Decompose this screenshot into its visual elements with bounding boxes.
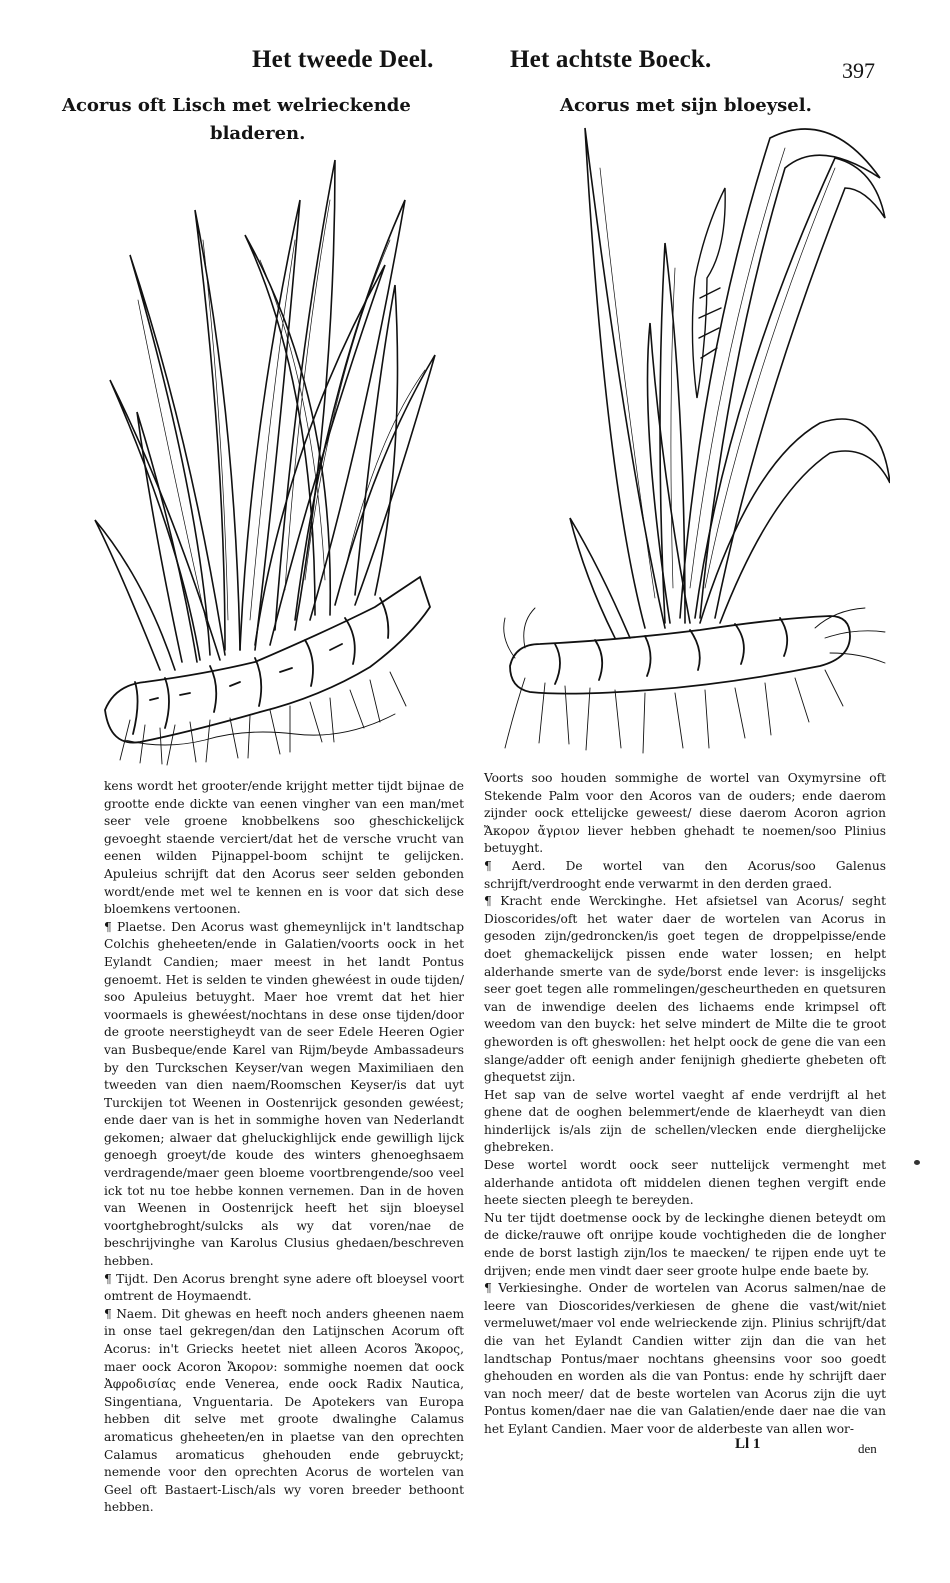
text-column-right [484,770,886,1439]
paragraph: ¶ Verkiesinghe. Onder de wortelen van Acorus salmen/nae de leere van Dioscorides/verkiesen de ghene die vast/wit/niet vermeluwet/maer vol ende welrieckende zijn. Plinius schrijft/dat die van het Eylandt Candien witter zijn dan die van het landtschap Pontus/maer nochtans gheensins voor soo goedt ghehouden en worden als die van Pontus: ende hy schrijft daer van noch meer/ dat de beste wortelen van Acorus zijn die uyt Pontus komen/daer nae die van Galatien/ende daer nae die van het Eylant Candien. Maer voor de alderbeste van allen wor- [484,1281,886,1436]
paragraph: kens wordt het grooter/ende krijght metter tijdt bijnae de grootte ende dickte van eenen vingher van een man/met seer vele groene knobbelkens soo gheschickelijck gevoeght staende verciert/dat het de versche vrucht van eenen wilden Pijnappel-boom schijnt te gelijcken. Apuleius schrijft dat den Acorus seer selden gebonden wordt/ende met wel te kennen en is voor dat sich dese bloemkens vertoonen. [104,779,464,917]
paragraph: Voorts soo houden sommighe de wortel van Oxymyrsine oft Stekende Palm voor den Acoros van de ouders; ende daerom zijnder oock ettelijcke geweest/ diese daerom Acoron agrion Ἄκορον ἄγριον liever hebben ghehadt te noemen/soo Plinius betuyght. [484,771,886,856]
leaves [95,160,435,670]
running-head-left: Het tweede Deel. [252,46,434,73]
running-head-right: Het achtste Boeck. [510,46,712,73]
page-number: 397 [842,58,875,83]
paragraph: ¶ Plaetse. Den Acorus wast ghemeynlijck in't landtschap Colchis gheheeten/ende in Galatien/voorts oock in het Eylandt Candien; maer meest in het landt Pontus genoemt. Het is selden te vinden ghewéest in oude tijden/ soo Apuleius betuyght. Maer hoe vremt dat het hier voormaels is ghewéest/nochtans in dese onse tijden/door de groote neerstigheydt van de seer Edele Heeren Ogier van Busbeque/ende Karel van Rijm/beyde Ambassadeurs by den Turckschen Keyser/van wegen Maximiliaen den tweeden van dien naem/Roomschen Keyser/is dat uyt Turckijen tot Weenen in Oostenrijck gesonden gewéest; ende daer van is het in sommighe hoven van Nederlandt gekomen; alwaer dat gheluckighlijck ende gewilligh lijck genoegh groeyt/de koude des winters ghenoeghsaem verdragende/maer geen bloeme voortbrengende/soo veel ick tot nu toe hebbe konnen vernemen. Dan in de hoven van Weenen in Oostenrijck heeft het sijn bloeysel voortghebroght/sulcks als wy dat voren/nae de beschrijvinghe van Karolus Clusius ghedaen/beschreven hebben. [104,919,464,1269]
paragraph: ¶ Tijdt. Den Acorus brenght syne adere oft bloeysel voort omtrent de Hoymaendt. [104,1271,464,1304]
leaves [570,128,890,638]
calamus-plant-flowering-woodcut-icon [495,118,890,758]
ink-speck [914,1160,920,1165]
root-hairs [504,608,885,753]
text-column-left [104,778,464,1517]
figure-caption-right-line1: Acorus met sijn bloeysel. [560,95,812,116]
rhizome [105,577,430,743]
figure-caption-right [560,92,860,120]
paragraph: ¶ Aerd. De wortel van den Acorus/soo Galenus schrijft/verdrooght ende verwarmt in den derden graed. [484,858,886,891]
calamus-plant-woodcut-icon [90,150,460,770]
figure-caption-left-line2: bladeren. [210,123,306,144]
leaf-veins [600,148,835,598]
paragraph: ¶ Kracht ende Werckinghe. Het afsietsel van Acorus/ seght Dioscorides/oft het water daer de wortelen van Acorus in gesoden zijn/gedroncken/is goet tegen de droppelpisse/ende doet ghemackelijck pissen ende water lossen; en helpt alderhande smerte van de syde/borst ende lever: is insgelijcks seer goet tegen alle rommelingen/gescheurtheden en quetsuren van de inwendige deelen des lichaems ende krimpsel oft weedom van den buyck: het selve mindert de Milte die te groot gheworden is oft gheswollen: het helpt oock de gene die van een slange/adder oft eenigh ander fenijnigh ghedierte ghebeten oft ghequetst zijn. [484,894,886,1085]
figure-caption-left-line1: Acorus oft Lisch met welrieckende [62,95,411,116]
figure-caption-left [62,92,462,148]
paragraph: Het sap van de selve wortel vaeght af ende verdrijft al het ghene dat de ooghen belemmert/ende de klaerheydt van dien hinderlijck is/als zijn de schellen/vlecken ende dierghelijcke ghebreken. [484,1087,886,1155]
paragraph: ¶ Naem. Dit ghewas en heeft noch anders gheenen naem in onse tael gekregen/dan den Latijnschen Acorum oft Acorus: in't Griecks heetet niet alleen Acoros Ἄκορος, maer oock Acoron Ἄκορον: sommighe noemen dat oock Ἀφροδισίας ende Venerea, ende oock Radix Nautica, Singentiana, Vnguentaria. De Apotekers van Europa hebben dit selve met groote dwalinghe Calamus aromaticus gheheeten/en in plaetse van den oprechten Calamus aromaticus ghehouden ende gebruyckt; nemende voor den oprechten Acorus de wortelen van Geel oft Bastaert-Lisch/als wy voren breeder bethoont hebben. [104,1306,464,1515]
rhizome [510,616,850,694]
leaf-veins [138,200,425,630]
root-hairs [120,672,406,765]
catchword: den [858,1441,877,1456]
signature-mark: Ll 1 [735,1436,761,1452]
spadix [692,188,725,398]
paragraph: Nu ter tijdt doetmense oock by de leckinghe dienen beteydt om de dicke/rauwe oft onrijpe koude vochtigheden die de longher ende de borst lastigh zijn/los te maecken/ te rijpen ende uyt te drijven; ende men vindt daer seer groote hulpe ende baete by. [484,1210,886,1278]
paragraph: Dese wortel wordt oock seer nuttelijck vermenght met alderhande antidota oft middelen dienen teghen vergift ende heete siecten pleegh te bereyden. [484,1158,886,1208]
